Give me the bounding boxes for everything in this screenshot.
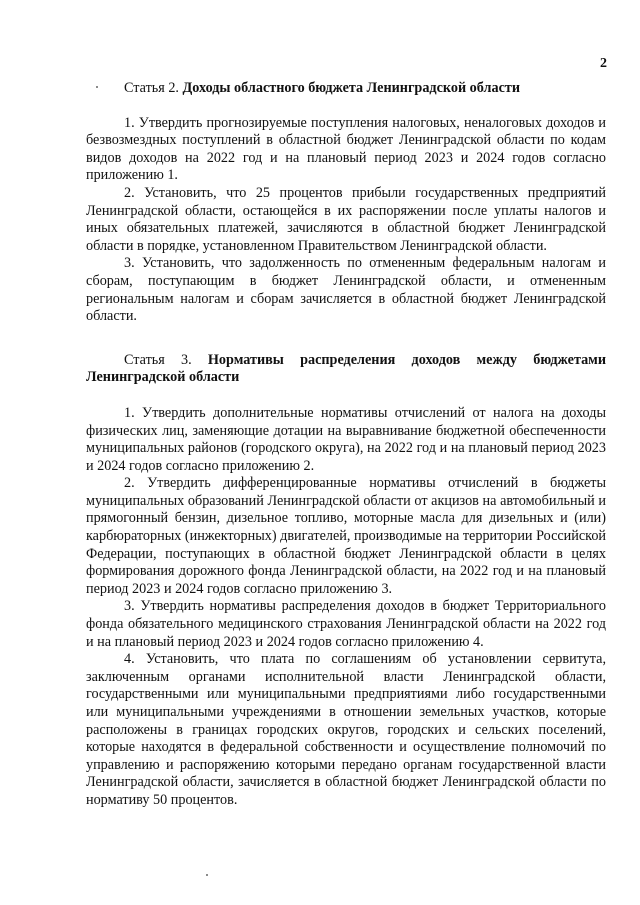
document-body (86, 80, 606, 810)
article-2-name: Доходы областного бюджета Ленинградской области (182, 80, 521, 96)
article-3-paragraph-3: 3. Утвердить нормативы распределения доходов в бюджет Территориального фонда обязательного медицинского страхования Ленинградской области на 2022 год и на плановый период 2023 и 2024 годов согласно приложению 4. (86, 598, 606, 650)
article-2-title (86, 80, 606, 98)
article-3-title (86, 352, 606, 387)
article-3-label: Статья 3. (124, 351, 192, 368)
article-2-paragraph-2: 2. Установить, что 25 процентов прибыли государственных предприятий Ленинградской области, остающейся в их распоряжении после уплаты налогов и иных обязательных платежей, зачисляются в областной бюджет Ленинградской области в порядке, установленном Правительством Ленинградской области. (86, 184, 606, 254)
scan-speck (96, 86, 98, 88)
article-2-label: Статья 2. (124, 80, 179, 96)
page-number: 2 (600, 56, 607, 71)
article-2-paragraph-3: 3. Установить, что задолженность по отмененным федеральным налогам и сборам, поступающим в бюджет Ленинградской области, и отмененным региональным налогам и сборам зачисляется в областной бюджет Ленинградской области. (86, 255, 606, 325)
article-3-name: Нормативы распределения доходов между бюджетами Ленинградской области (86, 351, 607, 386)
article-3-paragraph-2: 2. Утвердить дифференцированные нормативы отчислений в бюджеты муниципальных образований Ленинградской области от акцизов на автомобильный и прямогонный бензин, дизельное топливо, моторные масла для дизельных и (или) карбюраторных (инжекторных) двигателей, производимые на территории Российской Федерации, поступающих в областной бюджет Ленинградской области в целях формирования дорожного фонда Ленинградской области, на 2022 год и на плановый период 2023 и 2024 годов согласно приложению 3. (86, 475, 606, 597)
article-3-paragraph-1: 1. Утвердить дополнительные нормативы отчислений от налога на доходы физических лиц, заменяющие дотации на выравнивание бюджетной обеспеченности муниципальных районов (городского округа), на 2022 год и на плановый период 2023 и 2024 годов согласно приложению 2. (86, 404, 606, 474)
article-3 (86, 352, 606, 810)
article-2-paragraph-1: 1. Утвердить прогнозируемые поступления налоговых, неналоговых доходов и безвозмездных поступлений в областной бюджет Ленинградской области по кодам видов доходов на 2022 год и на плановый период 2023 и 2024 годов согласно приложению 1. (86, 114, 606, 184)
scan-speck (206, 874, 208, 876)
article-2 (86, 80, 606, 326)
article-3-paragraph-4: 4. Установить, что плата по соглашениям об установлении сервитута, заключенным органами исполнительной власти Ленинградской области, государственными или муниципальными предприятиями либо государственными или муниципальными учреждениями в отношении земельных участков, которые расположены в границах городских округов, городских и сельских поселений, которые находятся в федеральной собственности и осуществление полномочий по управлению и распоряжению которыми передано органам государственной власти Ленинградской области, зачисляется в областной бюджет Ленинградской области по нормативу 50 процентов. (86, 651, 606, 808)
